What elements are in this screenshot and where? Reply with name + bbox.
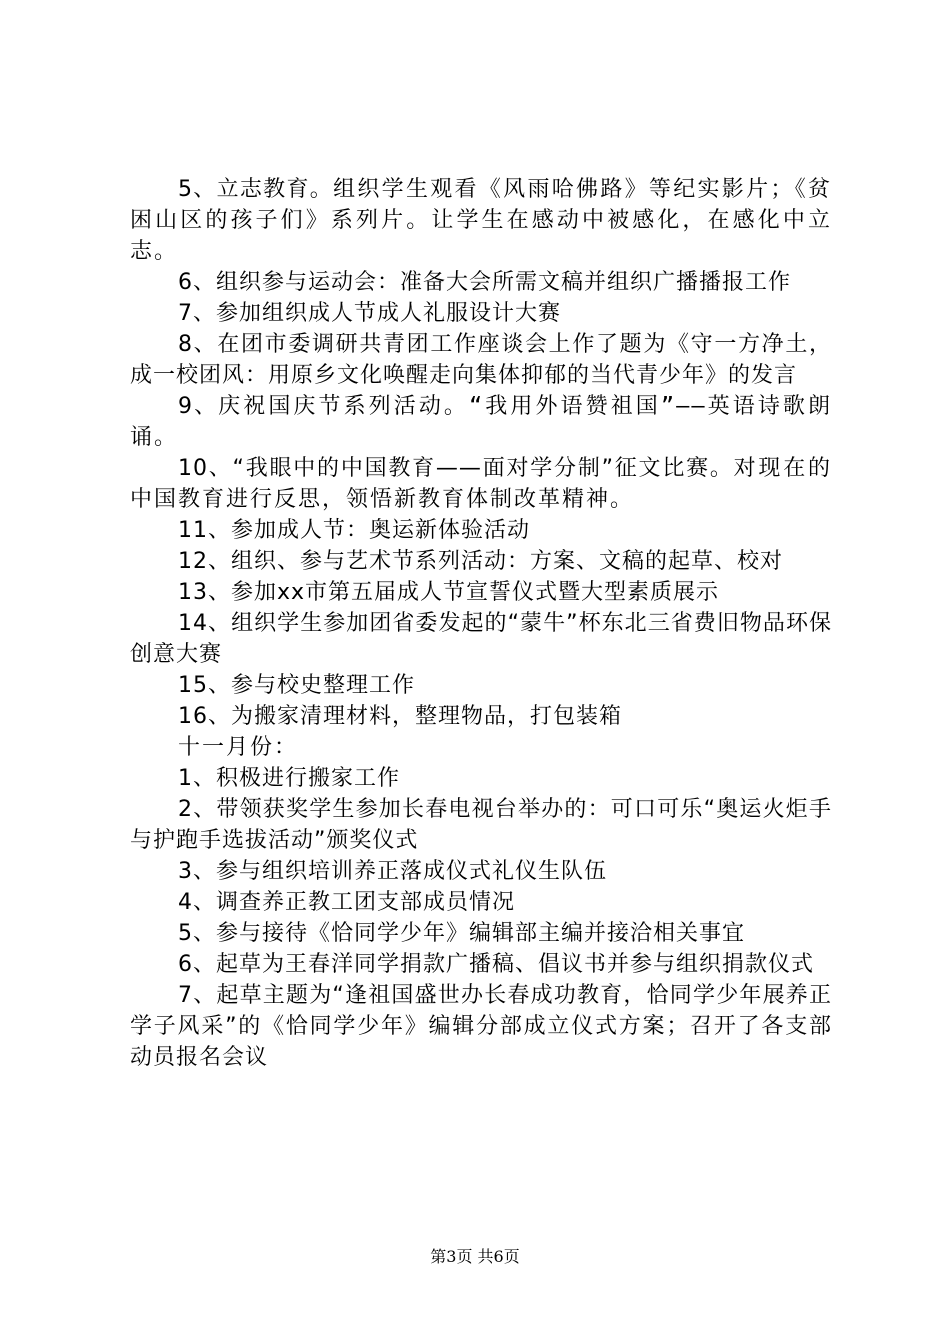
paragraph-10-text: 14、组织学生参加团省委发起的“蒙牛”杯东北三省费旧物品环保创意大赛 <box>130 611 832 667</box>
paragraph-19 <box>130 949 832 980</box>
paragraph-5-rest: 庆祝国庆节系列活动。“我用外语赞祖国”——英语诗歌朗诵。 <box>130 394 833 450</box>
paragraph-5 <box>130 391 832 453</box>
paragraph-11 <box>130 670 832 701</box>
paragraph-5-lead: 9、 <box>178 394 219 419</box>
paragraph-1-rest: 组织学生观看《风雨哈佛路》等纪实影片；《贫困山区的孩子们》系列片。让学生在感动中被感化，在感化中立志。 <box>130 177 832 264</box>
paragraph-6-rest: 对现在的中国教育进行反思，领悟新教育体制改革精神。 <box>130 456 832 512</box>
paragraph-7-text: 11、参加成人节：奥运新体验活动 <box>178 518 530 543</box>
page-footer <box>0 1244 950 1267</box>
paragraph-1-lead: 5、立志教育。 <box>178 177 334 202</box>
paragraph-20-text: 7、起草主题为“逢祖国盛世办长春成功教育，恰同学少年展养正学子风采”的《恰同学少年》编辑分部成立仪式方案；召开了各支部动员报名会议 <box>130 983 832 1070</box>
paragraph-14 <box>130 763 832 794</box>
paragraph-6 <box>130 453 832 515</box>
paragraph-4-text: 8、在团市委调研共青团工作座谈会上作了题为《守一方净土，成一校团风：用原乡文化唤醒走向集体抑郁的当代青少年》的发言 <box>130 332 832 388</box>
paragraph-14-text: 1、积极进行搬家工作 <box>178 766 400 791</box>
paragraph-18-text: 5、参与接待《恰同学少年》编辑部主编并接洽相关事宜 <box>178 921 745 946</box>
paragraph-16-text: 3、参与组织培训养正落成仪式礼仪生队伍 <box>178 859 607 884</box>
paragraph-15-text: 2、带领获奖学生参加长春电视台举办的：可口可乐“奥运火炬手与护跑手选拔活动”颁奖仪式 <box>130 797 832 853</box>
document-body <box>130 174 832 1073</box>
paragraph-19-text: 6、起草为王春洋同学捐款广播稿、倡议书并参与组织捐款仪式 <box>178 952 814 977</box>
paragraph-2 <box>130 267 832 298</box>
paragraph-8 <box>130 546 832 577</box>
paragraph-4 <box>130 329 832 391</box>
paragraph-9 <box>130 577 832 608</box>
paragraph-3-text: 7、参加组织成人节成人礼服设计大赛 <box>178 301 561 326</box>
paragraph-1 <box>130 174 832 267</box>
paragraph-2-text: 6、组织参与运动会：准备大会所需文稿并组织广播播报工作 <box>178 270 791 295</box>
paragraph-3 <box>130 298 832 329</box>
paragraph-11-text: 15、参与校史整理工作 <box>178 673 415 698</box>
paragraph-10 <box>130 608 832 670</box>
paragraph-18 <box>130 918 832 949</box>
paragraph-15 <box>130 794 832 856</box>
paragraph-20 <box>130 980 832 1073</box>
month-heading <box>130 732 832 763</box>
paragraph-8-text: 12、组织、参与艺术节系列活动：方案、文稿的起草、校对 <box>178 549 783 574</box>
paragraph-7 <box>130 515 832 546</box>
paragraph-16 <box>130 856 832 887</box>
paragraph-17-text: 4、调查养正教工团支部成员情况 <box>178 890 515 915</box>
paragraph-12-text: 16、为搬家清理材料，整理物品，打包装箱 <box>178 704 622 729</box>
paragraph-12 <box>130 701 832 732</box>
paragraph-6-lead: 10、“我眼中的中国教育——面对学分制”征文比赛。 <box>178 456 734 481</box>
paragraph-9-text: 13、参加xx市第五届成人节宣誓仪式暨大型素质展示 <box>178 580 720 605</box>
paragraph-17 <box>130 887 832 918</box>
page-number-label: 第3页 共6页 <box>430 1247 520 1266</box>
month-heading-text: 十一月份： <box>178 735 299 760</box>
